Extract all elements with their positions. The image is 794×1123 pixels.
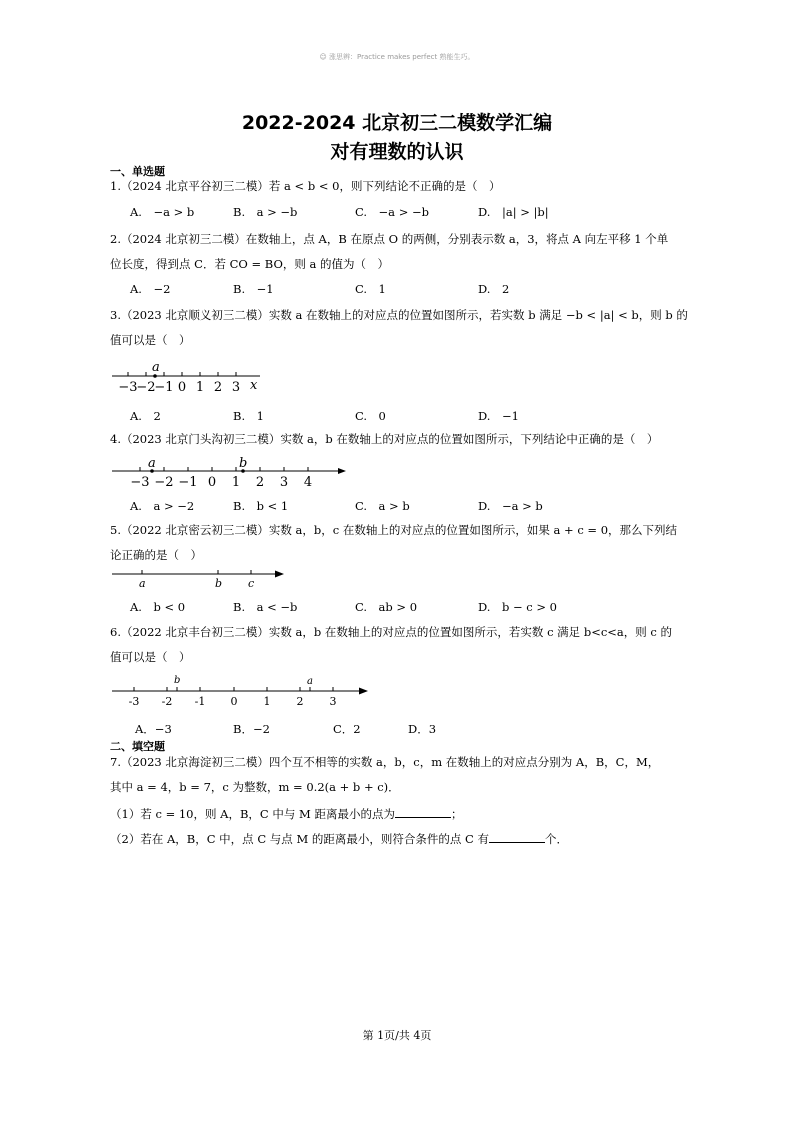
tick-label: 3 — [329, 695, 337, 708]
question-1-option-d[interactable]: D. |a| > |b| — [478, 205, 549, 219]
page-footer: 第 1页/共 4页 — [362, 1029, 432, 1042]
answer-blank-2[interactable] — [489, 832, 545, 843]
question-5-option-b[interactable]: B. a < −b — [233, 600, 298, 614]
question-7-stem-line1: 7.（2023 北京海淀初三二模）四个互不相等的实数 a，b，c，m 在数轴上的对应点分别为 A，B，C，M， — [110, 755, 660, 769]
question-1-stem: 1.（2024 北京平谷初三二模）若 a < b < 0，则下列结论不正确的是（ ） — [110, 179, 501, 193]
question-5-stem-line1: 5.（2022 北京密云初三二模）实数 a，b，c 在数轴上的对应点的位置如图所示，如果 a + c = 0，那么下列结 — [110, 523, 678, 537]
question-7-stem-line2: 其中 a = 4，b = 7，c 为整数，m = 0.2(a + b + c)． — [110, 780, 400, 794]
tick-label: 3 — [279, 475, 289, 490]
question-5-option-a[interactable]: A. b < 0 — [130, 600, 186, 614]
tick-label: −2 — [154, 475, 174, 490]
tick-label: −2 — [136, 380, 156, 395]
tick-label: 0 — [207, 475, 217, 490]
question-6-stem-line1: 6.（2022 北京丰台初三二模）实数 a，b 在数轴上的对应点的位置如图所示，若实数 c 满足 b<c<a，则 c 的 — [110, 625, 673, 639]
question-1-option-c[interactable]: C. −a > −b — [355, 205, 429, 219]
question-5-option-d[interactable]: D. b − c > 0 — [478, 600, 557, 614]
tick-label: 0 — [177, 380, 187, 395]
tick-label: 2 — [213, 380, 223, 395]
question-7-part-1-end: ； — [450, 807, 463, 821]
question-5-option-c[interactable]: C. ab > 0 — [355, 600, 418, 614]
question-1-option-a[interactable]: A. −a > b — [130, 205, 195, 219]
tick-label: -3 — [128, 695, 140, 708]
question-6-stem-line2: 值可以是（ ） — [110, 650, 191, 664]
question-2-stem-line2: 位长度，得到点 C．若 CO = BO，则 a 的值为（ ） — [110, 257, 390, 271]
question-3-option-a[interactable]: A. 2 — [130, 409, 161, 423]
tick-label: 3 — [231, 380, 241, 395]
question-6-option-c[interactable]: C．2 — [333, 722, 361, 736]
tick-label: 4 — [303, 475, 313, 490]
question-2-option-c[interactable]: C. 1 — [355, 282, 386, 296]
tick-label: −1 — [178, 475, 198, 490]
question-2-stem-line1: 2.（2024 北京初三二模）在数轴上，点 A，B 在原点 O 的两侧，分别表示数 a，3，将点 A 向左平移 1 个单 — [110, 232, 669, 246]
tick-label: 1 — [195, 380, 205, 395]
tick-label: −3 — [130, 475, 150, 490]
question-4-option-d[interactable]: D. −a > b — [478, 499, 543, 513]
tick-label: -2 — [161, 695, 173, 708]
point-b-label: b — [174, 675, 181, 686]
question-5-number-line — [110, 566, 290, 592]
question-2-option-a[interactable]: A. −2 — [130, 282, 171, 296]
question-3-option-c[interactable]: C. 0 — [355, 409, 386, 423]
question-7-part-2 — [110, 831, 568, 847]
point-c-label: c — [248, 577, 255, 590]
question-4-option-a[interactable]: A. a > −2 — [130, 499, 195, 513]
question-1-option-b[interactable]: B. a > −b — [233, 205, 298, 219]
document-subtitle: 对有理数的认识 — [330, 141, 464, 163]
point-a-label: a — [307, 676, 313, 687]
tick-label: 1 — [263, 695, 271, 708]
question-4-option-b[interactable]: B. b < 1 — [233, 499, 289, 513]
question-4-number-line — [110, 454, 350, 490]
question-2-option-d[interactable]: D. 2 — [478, 282, 510, 296]
question-4-stem: 4.（2023 北京门头沟初三二模）实数 a，b 在数轴上的对应点的位置如图所示，下列结论中正确的是（ ） — [110, 432, 659, 446]
answer-blank-1[interactable] — [395, 807, 451, 818]
tick-label: −3 — [118, 380, 138, 395]
question-7-part-1 — [110, 806, 462, 822]
point-a-label: a — [139, 577, 146, 590]
question-3-option-d[interactable]: D. −1 — [478, 409, 519, 423]
document-title: 2022-2024 北京初三二模数学汇编 — [241, 112, 553, 134]
question-3-option-b[interactable]: B. 1 — [233, 409, 264, 423]
question-3-stem-line2: 值可以是（ ） — [110, 333, 191, 347]
question-4-option-c[interactable]: C. a > b — [355, 499, 410, 513]
question-6-number-line — [110, 672, 372, 710]
point-a-label: a — [148, 456, 156, 471]
tick-label: 1 — [231, 475, 241, 490]
point-a-label: a — [152, 360, 160, 375]
section-heading-fill-blank: 二、填空题 — [110, 740, 165, 753]
point-b-label: b — [215, 577, 223, 590]
question-3-number-line — [110, 358, 270, 396]
question-3-stem-line1: 3.（2023 北京顺义初三二模）实数 a 在数轴上的对应点的位置如图所示，若实数 b 满足 −b < |a| < b，则 b 的 — [110, 308, 688, 322]
axis-label-x: x — [250, 378, 258, 393]
question-6-option-b[interactable]: B．−2 — [233, 722, 270, 736]
question-6-option-d[interactable]: D．3 — [408, 722, 437, 736]
point-b-label: b — [239, 456, 248, 471]
tick-label: 2 — [255, 475, 265, 490]
question-7-part-2-text: （2）若在 A，B，C 中，点 C 与点 M 的距离最小，则符合条件的点 C 有 — [110, 832, 489, 846]
question-6-option-a[interactable]: A．−3 — [135, 722, 172, 736]
question-7-part-2-end: 个． — [545, 832, 568, 846]
question-2-option-b[interactable]: B. −1 — [233, 282, 274, 296]
watermark: ☺ 涨思辨：Practice makes perfect 熟能生巧。 — [319, 53, 475, 61]
tick-label: 0 — [230, 695, 238, 708]
section-heading-single-choice: 一、单选题 — [110, 165, 165, 178]
tick-label: −1 — [154, 380, 174, 395]
tick-label: -1 — [194, 695, 206, 708]
question-5-stem-line2: 论正确的是（ ） — [110, 548, 202, 562]
question-7-part-1-text: （1）若 c = 10，则 A，B，C 中与 M 距离最小的点为 — [110, 807, 395, 821]
tick-label: 2 — [296, 695, 304, 708]
